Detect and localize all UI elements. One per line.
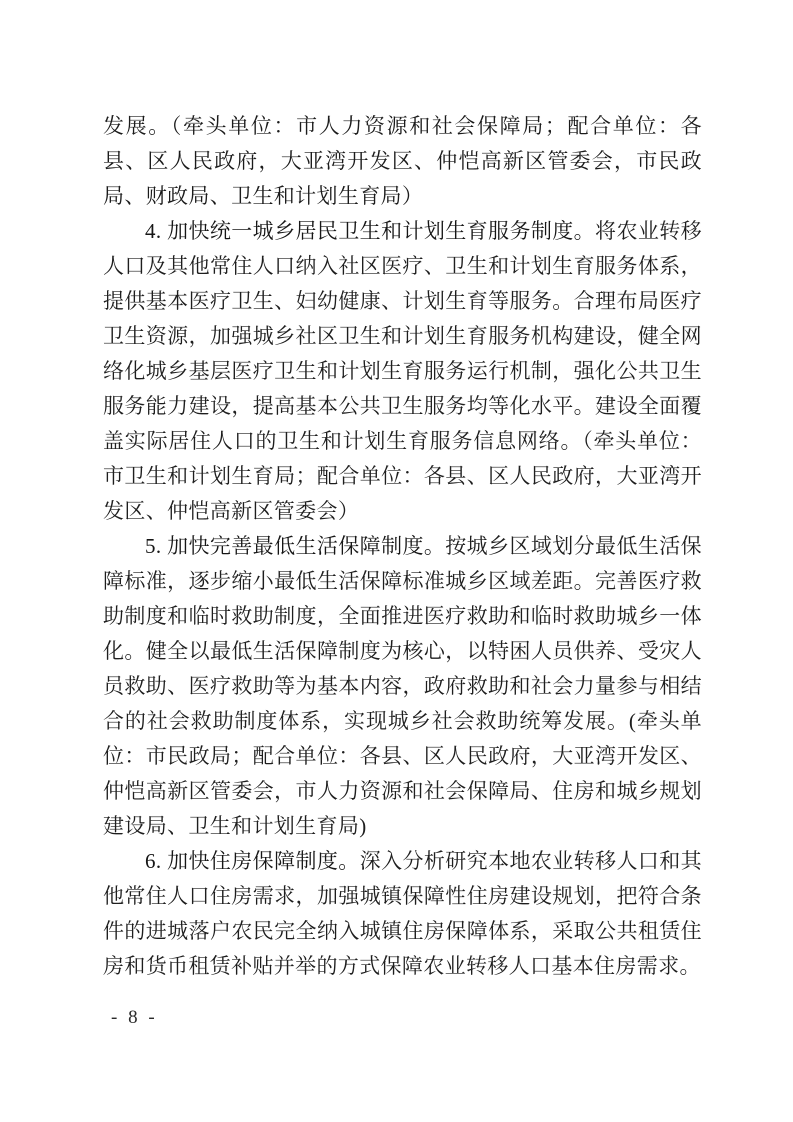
- page-number: - 8 -: [111, 1007, 158, 1028]
- paragraph-continuation: 发展。（牵头单位：市人力资源和社会保障局；配合单位：各县、区人民政府，大亚湾开发区、仲恺高新区管委会，市民政局、财政局、卫生和计划生育局）: [103, 114, 702, 208]
- item-6-text: 深入分析研究本地农业转移人口和其他常住人口住房需求，加强城镇保障性住房建设规划，把符合条件的进城落户农民完全纳入城镇住房保障体系，采取公共租赁住房和货币租赁补贴并举的方式保障农业转移人口基本住房需求。: [103, 849, 702, 978]
- paragraph-item-5: [103, 529, 702, 844]
- paragraph-item-6: [103, 844, 702, 984]
- item-5-text: 按城乡区域划分最低生活保障标准，逐步缩小最低生活保障标准城乡区域差距。完善医疗救助制度和临时救助制度，全面推进医疗救助和临时救助城乡一体化。健全以最低生活保障制度为核心，以特困人员供养、受灾人员救助、医疗救助等为基本内容，政府救助和社会力量参与相结合的社会救助制度体系，实现城乡社会救助统筹发展。(牵头单位：市民政局；配合单位：各县、区人民政府，大亚湾开发区、仲恺高新区管委会，市人力资源和社会保障局、住房和城乡规划建设局、卫生和计划生育局): [103, 534, 702, 838]
- item-4-title: 4. 加快统一城乡居民卫生和计划生育服务制度。: [145, 219, 596, 243]
- paragraph-item-4: [103, 214, 702, 529]
- item-6-title: 6. 加快住房保障制度。: [145, 849, 360, 873]
- document-body: [103, 109, 702, 984]
- item-4-text: 将农业转移人口及其他常住人口纳入社区医疗、卫生和计划生育服务体系，提供基本医疗卫生、妇幼健康、计划生育等服务。合理布局医疗卫生资源，加强城乡社区卫生和计划生育服务机构建设，健全网络化城乡基层医疗卫生和计划生育服务运行机制，强化公共卫生服务能力建设，提高基本公共卫生服务均等化水平。建设全面覆盖实际居住人口的卫生和计划生育服务信息网络。（牵头单位：市卫生和计划生育局；配合单位：各县、区人民政府，大亚湾开发区、仲恺高新区管委会）: [103, 219, 702, 523]
- item-5-title: 5. 加快完善最低生活保障制度。: [145, 534, 446, 558]
